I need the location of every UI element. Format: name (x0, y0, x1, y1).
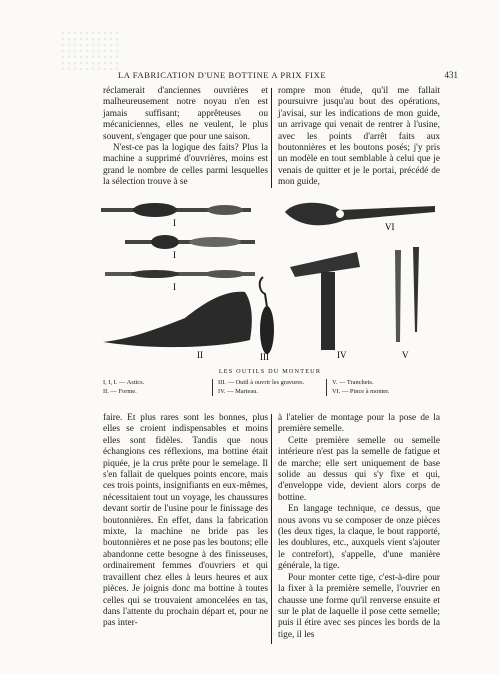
figure-label-i: I (173, 218, 176, 228)
knives (395, 247, 419, 342)
tools-illustration (95, 192, 445, 362)
column-right-top (278, 86, 440, 189)
paragraph: faire. Et plus rares sont les bonnes, plus elles se croient indispensables et moins elles sont fidèles. Tandis que nous échangions ces réflexions, ma bottine était piquée, je la crus prête pour le semelage. Il s'en fallait de quelques points encore, mais ces trois points, insignifiants en eux-mêmes, nécessitaient tout un voyage, les chaussures devant sortir de l'usine pour le finissage des boutonnières. En effet, dans la fabrication mixte, la machine ne bride pas les boutonnières et ne pose pas les boutons; elle abandonne cette besogne à des finisseuses, ordinairement femmes d'ouvriers et qui travaillent chez elles à leurs heures et aux pièces. Je joignis donc ma bottine à toutes celles qui se trouvaient amoncelées en tas, dans l'attente du prochain départ et, pour ne pas inter- (103, 413, 268, 629)
figure-label-iv: IV (337, 350, 347, 360)
paragraph: réclamerait d'anciennes ouvrières et malheureusement notre noyau n'en est jamais suffisant; apprêteuses ou mécaniciennes, elles ne veulent, le plus souvent, s'engager que pour une saison. (103, 86, 268, 142)
legend-item: V. — Tranchets. (332, 379, 374, 386)
paragraph: Pour monter cette tige, c'est-à-dire pour la fixer à la première semelle, l'ouvrier en chausse une forme qu'il renverse ensuite et sur le plat de laquelle il pose cette semelle; puis il étire avec ses pinces les bords de la tige, il les (278, 572, 440, 640)
paragraph: à l'atelier de montage pour la pose de la première semelle. (278, 413, 440, 435)
figure-label-i: I (173, 282, 176, 292)
astic-tool-3 (105, 270, 255, 278)
paragraph: Cette première semelle ou semelle intérieure n'est pas la semelle de fatigue et de marche; elle sert uniquement de base solide au dessus qui s'y fixe et qui, d'enveloppe vide, devient alors corps de bottine. (278, 435, 440, 503)
lasting-pliers (285, 203, 435, 226)
legend-group (103, 379, 144, 396)
column-left-bottom (103, 413, 268, 630)
legend-item: IV. — Marteau. (218, 387, 258, 395)
legend-item: II. — Forme. (103, 387, 137, 395)
paragraph: N'est-ce pas la logique des faits? Plus la machine a supprimé d'ouvrières, moins est grand le nombre de celles parmi lesquelles la sélection trouve à se (103, 143, 268, 188)
legend-item: III. — Outil à ouvrir les gravures. (218, 379, 305, 386)
figure-label-ii: II (197, 350, 203, 360)
figure-caption: LES OUTILS DU MONTEUR (218, 368, 322, 375)
figure-label-iii: III (260, 352, 269, 362)
legend-separator (212, 379, 213, 396)
paragraph: En langage technique, ce dessus, que nous avons vu se composer de onze pièces (les deux tiges, la claque, le bout rapporté, les doublures, etc., auxquels vient s'ajouter le contrefort), s'appelle, d'une manière générale, la tige. (278, 504, 440, 572)
paper-speckle (60, 30, 120, 70)
figure-label-i: I (173, 250, 176, 260)
column-divider (271, 88, 272, 188)
header-title: LA FABRICATION D'UNE BOTTINE A PRIX FIXE (118, 70, 327, 80)
running-header (118, 70, 458, 80)
hammer (290, 252, 360, 350)
shoe-last (103, 292, 252, 347)
legend-group (218, 379, 304, 396)
legend-separator (326, 379, 327, 396)
column-left-top (103, 86, 268, 189)
column-divider (271, 414, 272, 644)
figure-label-vi: VI (385, 222, 395, 232)
column-right-bottom (278, 413, 440, 641)
opening-tool (260, 277, 274, 354)
astic-tool-2 (125, 235, 255, 249)
page-number: 431 (444, 70, 458, 80)
figure-label-v: V (402, 350, 409, 360)
astic-tool-1 (101, 203, 251, 217)
legend-item: VI. — Pince à monter. (332, 387, 390, 395)
legend-group (332, 379, 390, 396)
paragraph: rompre mon étude, qu'il me fallait poursuivre jusqu'au bout des opérations, j'avisai, sur les indications de mon guide, un arrivage qui venait de rentrer à l'usine, avec les points d'arrêt faits aux boutonnières et les boutons posés; j'y pris un modèle en tout semblable à celui que je venais de quitter et je le portai, précédé de mon guide, (278, 86, 440, 188)
tools-figure (95, 192, 445, 362)
legend-item: I, I, I. — Astics. (103, 379, 145, 386)
